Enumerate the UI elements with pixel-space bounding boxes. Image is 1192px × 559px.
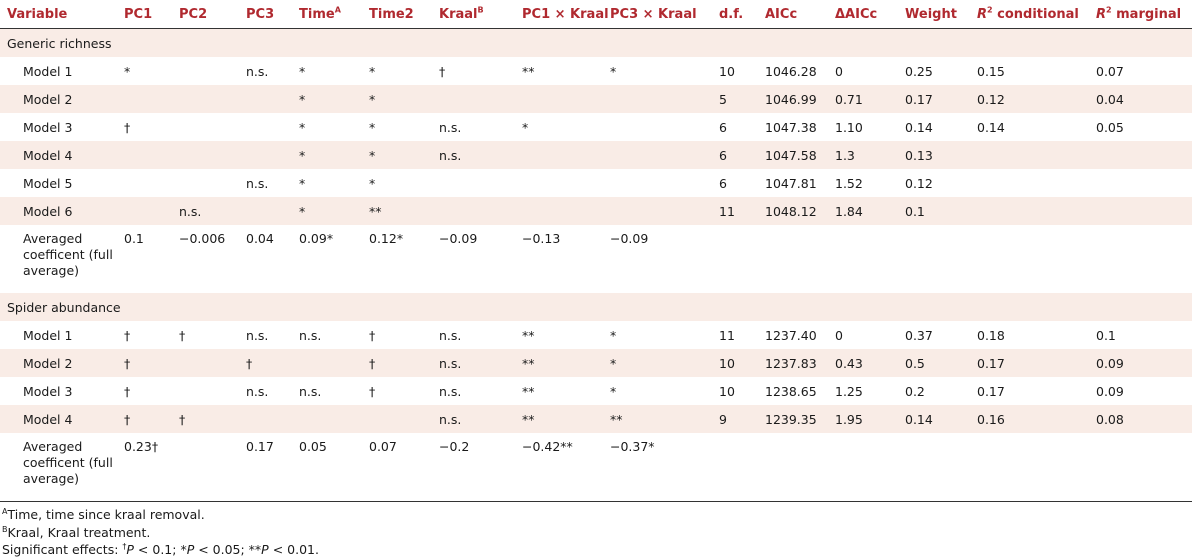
table-cell: 0.1 (124, 231, 144, 246)
column-header-12: Weight (898, 0, 970, 29)
column-header-sup: 2 (987, 5, 993, 15)
table-cell: 1047.81 (765, 175, 817, 191)
table-cell: 1046.28 (765, 63, 817, 79)
table-cell (712, 225, 758, 293)
table-cell (515, 169, 603, 197)
table-cell: * (369, 119, 376, 135)
column-header-11: ΔAICc (828, 0, 898, 29)
model-label: Model 4 (0, 141, 117, 169)
table-cell (603, 113, 712, 141)
table-cell: * (299, 175, 306, 191)
table-cell: † (172, 405, 239, 433)
table-cell: * (362, 85, 432, 113)
table-cell (432, 169, 515, 197)
table-cell (603, 85, 712, 113)
table-cell: 10 (719, 63, 735, 79)
averaged-label: Averaged coefficent (full average) (23, 231, 113, 278)
table-cell: * (124, 63, 131, 79)
table-cell: −0.13 (522, 231, 561, 246)
table-cell (712, 433, 758, 501)
table-cell: 1.84 (828, 197, 898, 225)
table-cell: 1.3 (828, 141, 898, 169)
table-cell: 0.17 (970, 349, 1089, 377)
table-cell: 0.04 (1089, 85, 1192, 113)
column-header-3: PC3 (239, 0, 292, 29)
table-cell (172, 57, 239, 85)
table-cell: n.s. (439, 327, 462, 343)
table-cell (239, 405, 292, 433)
averaged-row (0, 433, 1192, 501)
table-cell (970, 197, 1089, 225)
table-cell (172, 113, 239, 141)
table-cell: 1047.38 (765, 119, 817, 135)
table-cell: 1.52 (835, 175, 863, 191)
table-cell: * (292, 197, 362, 225)
table-cell: 0.05 (1096, 119, 1124, 135)
table-cell: n.s. (439, 119, 462, 135)
table-cell: 0.71 (828, 85, 898, 113)
table-row (0, 377, 1192, 405)
table-cell: * (299, 119, 306, 135)
table-cell: * (610, 383, 617, 399)
table-cell: 1048.12 (758, 197, 828, 225)
table-cell: −0.2 (439, 439, 470, 454)
table-cell (758, 433, 828, 501)
column-header-13: $R^2$ conditional (970, 0, 1089, 29)
table-row (0, 405, 1192, 433)
model-label: Model 3 (23, 383, 73, 399)
table-cell: 1047.58 (758, 141, 828, 169)
table-cell (898, 225, 970, 293)
table-cell: 0.12* (369, 231, 404, 246)
section-title: Spider abundance (0, 293, 1192, 321)
table-cell: 0 (835, 327, 843, 343)
table-cell: † (117, 349, 172, 377)
table-cell: † (124, 119, 131, 135)
table-cell: n.s. (299, 383, 322, 399)
table-cell: −0.42** (522, 439, 573, 454)
table-cell (172, 169, 239, 197)
table-cell (1089, 197, 1192, 225)
table-cell: * (369, 63, 376, 79)
table-cell: 0.16 (970, 405, 1089, 433)
column-header-sup: 2 (1106, 5, 1112, 15)
table-cell (1089, 169, 1192, 197)
table-cell: 0.14 (977, 119, 1005, 135)
table-cell: n.s. (432, 141, 515, 169)
table-cell: 0.1 (1096, 327, 1116, 343)
table-cell: 0.09 (1096, 383, 1124, 399)
table-cell: 0.18 (977, 327, 1005, 343)
table-cell (603, 141, 712, 169)
model-label: Model 5 (23, 175, 73, 191)
table-row (0, 85, 1192, 113)
table-cell: † (117, 405, 172, 433)
table-cell (970, 169, 1089, 197)
table-cell: 0.17 (246, 439, 274, 454)
column-header-9: d.f. (712, 0, 758, 29)
header-row (0, 0, 1192, 29)
table-cell: −0.37* (610, 439, 655, 454)
table-cell: 9 (712, 405, 758, 433)
table-cell: * (610, 327, 617, 343)
table-row (0, 349, 1192, 377)
table-cell (898, 433, 970, 501)
table-row (0, 169, 1192, 197)
table-cell: † (362, 349, 432, 377)
table-cell: 0.12 (970, 85, 1089, 113)
table-cell (1089, 141, 1192, 169)
table-cell: n.s. (439, 383, 462, 399)
footnote-significance: Significant effects: †P < 0.1; *P < 0.05; **P < 0.01. (2, 541, 319, 557)
table-cell (603, 169, 712, 197)
table-cell: 0.14 (905, 119, 933, 135)
table-cell: 0.08 (1089, 405, 1192, 433)
table-cell: † (124, 327, 131, 343)
table-cell (239, 197, 292, 225)
table-cell: 0.5 (898, 349, 970, 377)
table-cell (172, 141, 239, 169)
column-header-8: PC3 × Kraal (603, 0, 712, 29)
table-row (0, 197, 1192, 225)
section-title: Generic richness (0, 29, 1192, 58)
table-cell: † (124, 383, 131, 399)
table-row (0, 321, 1192, 349)
table-cell: 10 (719, 383, 735, 399)
table-cell (1089, 225, 1192, 293)
table-cell: * (610, 63, 617, 79)
table-cell: 6 (719, 119, 727, 135)
table-cell (239, 141, 292, 169)
table-cell: −0.09 (610, 231, 649, 246)
table-cell: ** (603, 405, 712, 433)
column-header-14: $R^2$ marginal (1089, 0, 1192, 29)
table-cell: ** (522, 63, 535, 79)
table-cell (117, 141, 172, 169)
table-row (0, 141, 1192, 169)
table-cell: 0.17 (977, 383, 1005, 399)
model-label: Model 3 (23, 119, 73, 135)
table-cell: * (362, 141, 432, 169)
table-cell: 10 (712, 349, 758, 377)
table-cell: 1.25 (835, 383, 863, 399)
table-cell (758, 225, 828, 293)
table-cell (515, 141, 603, 169)
table-cell (172, 377, 239, 405)
table-cell: 0.05 (299, 439, 327, 454)
table-cell: 6 (712, 141, 758, 169)
column-header-5: Time2 (362, 0, 432, 29)
table-cell: 0.07 (1096, 63, 1124, 79)
table-cell: * (369, 175, 376, 191)
table-cell (515, 85, 603, 113)
table-cell: 0.43 (828, 349, 898, 377)
table-cell: 0.14 (898, 405, 970, 433)
table-cell (117, 85, 172, 113)
table-cell: ** (362, 197, 432, 225)
model-label: Model 4 (0, 405, 117, 433)
column-header-2: PC2 (172, 0, 239, 29)
column-header-4: Time$^A$ (292, 0, 362, 29)
table-cell (172, 85, 239, 113)
table-cell (970, 225, 1089, 293)
table-cell (432, 85, 515, 113)
table-cell: 1237.83 (758, 349, 828, 377)
table-cell (172, 349, 239, 377)
table-cell: † (239, 349, 292, 377)
table-cell (292, 405, 362, 433)
footnote-a: $^A$Time, time since kraal removal. (2, 506, 205, 522)
table-cell: 0.23† (124, 439, 159, 454)
table-cell: 0.25 (905, 63, 933, 79)
table-cell: * (603, 349, 712, 377)
model-label: Model 6 (0, 197, 117, 225)
table-cell: ** (522, 383, 535, 399)
table-cell: 0.07 (369, 439, 397, 454)
model-label: Model 1 (23, 327, 73, 343)
footnotes (0, 501, 1192, 559)
table-cell: n.s. (246, 175, 269, 191)
table-cell: n.s. (432, 349, 515, 377)
table-row (0, 113, 1192, 141)
table-cell (117, 169, 172, 197)
column-header-10: AICc (758, 0, 828, 29)
column-header-7: PC1 × Kraal (515, 0, 603, 29)
table-cell: 0.17 (898, 85, 970, 113)
table-cell: 0.2 (905, 383, 925, 399)
footnote-b: $^B$Kraal, Kraal treatment. (2, 524, 151, 540)
table-cell (970, 433, 1089, 501)
table-cell: −0.006 (179, 231, 226, 246)
table-cell: † (369, 327, 376, 343)
table-cell: † (369, 383, 376, 399)
column-header-0: Variable (0, 0, 117, 29)
table-cell: −0.09 (439, 231, 478, 246)
table-cell: 1237.40 (765, 327, 817, 343)
averaged-label: Averaged coefficent (full average) (23, 439, 113, 486)
table-cell (432, 197, 515, 225)
table-cell (292, 349, 362, 377)
table-cell: ** (522, 327, 535, 343)
table-cell: 11 (712, 197, 758, 225)
table-cell: * (292, 141, 362, 169)
table-cell: 0.37 (905, 327, 933, 343)
section-row (0, 29, 1192, 58)
table-cell: † (179, 327, 186, 343)
table-cell: n.s. (246, 63, 269, 79)
column-header-symbol: R (1096, 6, 1107, 22)
table-cell: 1046.99 (758, 85, 828, 113)
table-cell (362, 405, 432, 433)
table-body (0, 29, 1192, 502)
table-cell (172, 433, 239, 501)
table-cell: 0.15 (977, 63, 1005, 79)
table-cell (828, 433, 898, 501)
table-cell: † (439, 63, 446, 79)
table-cell: n.s. (432, 405, 515, 433)
table-cell: 1.95 (828, 405, 898, 433)
table-cell (515, 197, 603, 225)
table-cell: 1238.65 (765, 383, 817, 399)
table-cell: 0.1 (898, 197, 970, 225)
table-cell: 0.13 (898, 141, 970, 169)
section-row (0, 293, 1192, 321)
model-label: Model 2 (0, 349, 117, 377)
model-label: Model 1 (23, 63, 73, 79)
table-cell: 0.04 (246, 231, 274, 246)
table-cell: ** (515, 349, 603, 377)
table-cell: 11 (719, 327, 735, 343)
column-header-sup: B (477, 5, 484, 15)
table-cell (970, 141, 1089, 169)
table-cell: n.s. (246, 327, 269, 343)
table-cell: n.s. (246, 383, 269, 399)
table-cell: 0 (835, 63, 843, 79)
column-header-1: PC1 (117, 0, 172, 29)
table-cell: ** (515, 405, 603, 433)
column-header-symbol: R (977, 6, 988, 22)
table-cell (117, 197, 172, 225)
table-cell: 0.09* (299, 231, 334, 246)
table-cell (603, 197, 712, 225)
table-row (0, 57, 1192, 85)
table-cell: 6 (719, 175, 727, 191)
table-cell: n.s. (299, 327, 322, 343)
column-header-sup: A (334, 5, 341, 15)
column-header-6: Kraal$^B$ (432, 0, 515, 29)
table-cell: 1239.35 (758, 405, 828, 433)
table-cell: * (522, 119, 529, 135)
table-cell: n.s. (172, 197, 239, 225)
table-cell (239, 85, 292, 113)
table-cell: * (292, 85, 362, 113)
averaged-row (0, 225, 1192, 293)
table-cell: 5 (712, 85, 758, 113)
table-cell: 0.12 (905, 175, 933, 191)
table-cell: 0.09 (1089, 349, 1192, 377)
model-label: Model 2 (0, 85, 117, 113)
table-cell (828, 225, 898, 293)
table-cell (1089, 433, 1192, 501)
table-cell (239, 113, 292, 141)
table-cell: 1.10 (835, 119, 863, 135)
table-cell: * (299, 63, 306, 79)
